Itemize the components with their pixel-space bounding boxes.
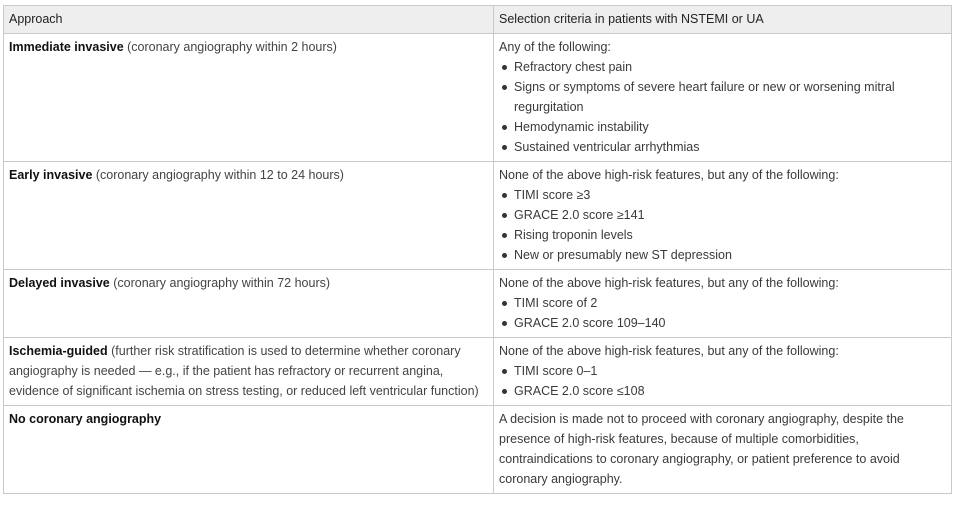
criteria-item: Signs or symptoms of severe heart failure or new or worsening mitral regurgitation: [499, 77, 946, 117]
approach-name: No coronary angiography: [9, 412, 162, 426]
approach-cell: [4, 270, 494, 338]
criteria-intro: A decision is made not to proceed with coronary angiography, despite the presence of high-risk features, because of multiple comorbidities, contraindications to coronary angiography, or patient preference to avoid coronary angiography.: [499, 412, 904, 486]
criteria-list: [499, 57, 946, 157]
criteria-item: TIMI score 0–1: [499, 361, 946, 381]
criteria-item: Hemodynamic instability: [499, 117, 946, 137]
criteria-list: [499, 361, 946, 401]
criteria-item: GRACE 2.0 score ≤108: [499, 381, 946, 401]
approach-cell: [4, 34, 494, 162]
criteria-intro: None of the above high-risk features, but any of the following:: [499, 168, 839, 182]
criteria-item: GRACE 2.0 score 109–140: [499, 313, 946, 333]
criteria-item: Sustained ventricular arrhythmias: [499, 137, 946, 157]
criteria-cell: [494, 34, 952, 162]
criteria-item: New or presumably new ST depression: [499, 245, 946, 265]
criteria-cell: [494, 338, 952, 406]
criteria-item: Refractory chest pain: [499, 57, 946, 77]
criteria-table-container: [3, 5, 951, 494]
approach-description: (coronary angiography within 72 hours): [109, 276, 331, 290]
approach-name: Early invasive: [9, 168, 93, 182]
criteria-cell: [494, 406, 952, 494]
criteria-intro: None of the above high-risk features, but any of the following:: [499, 276, 839, 290]
table-row: [4, 162, 952, 270]
table-row: [4, 34, 952, 162]
criteria-list: [499, 293, 946, 333]
approach-description: (coronary angiography within 2 hours): [123, 40, 337, 54]
criteria-list: [499, 185, 946, 265]
approach-name: Immediate invasive: [9, 40, 124, 54]
table-row: [4, 338, 952, 406]
criteria-intro: None of the above high-risk features, but any of the following:: [499, 344, 839, 358]
criteria-item: TIMI score of 2: [499, 293, 946, 313]
approach-name: Ischemia-guided: [9, 344, 108, 358]
approach-cell: [4, 162, 494, 270]
approach-description: (coronary angiography within 12 to 24 hours): [92, 168, 344, 182]
approach-description: (further risk stratification is used to determine whether coronary angiography is needed — e.g., if the patient has refractory or recurrent angina, evidence of significant ischemia on stress testing, or reduced left ventricular function): [9, 344, 479, 398]
header-criteria: Selection criteria in patients with NSTEMI or UA: [494, 6, 952, 34]
criteria-item: TIMI score ≥3: [499, 185, 946, 205]
table-row: [4, 270, 952, 338]
table-row: [4, 406, 952, 494]
criteria-item: Rising troponin levels: [499, 225, 946, 245]
header-approach: Approach: [4, 6, 494, 34]
approach-cell: [4, 406, 494, 494]
criteria-item: GRACE 2.0 score ≥141: [499, 205, 946, 225]
header-row: [4, 6, 952, 34]
approach-cell: [4, 338, 494, 406]
approach-name: Delayed invasive: [9, 276, 110, 290]
criteria-intro: Any of the following:: [499, 40, 611, 54]
criteria-cell: [494, 270, 952, 338]
criteria-cell: [494, 162, 952, 270]
criteria-table: [3, 5, 952, 494]
